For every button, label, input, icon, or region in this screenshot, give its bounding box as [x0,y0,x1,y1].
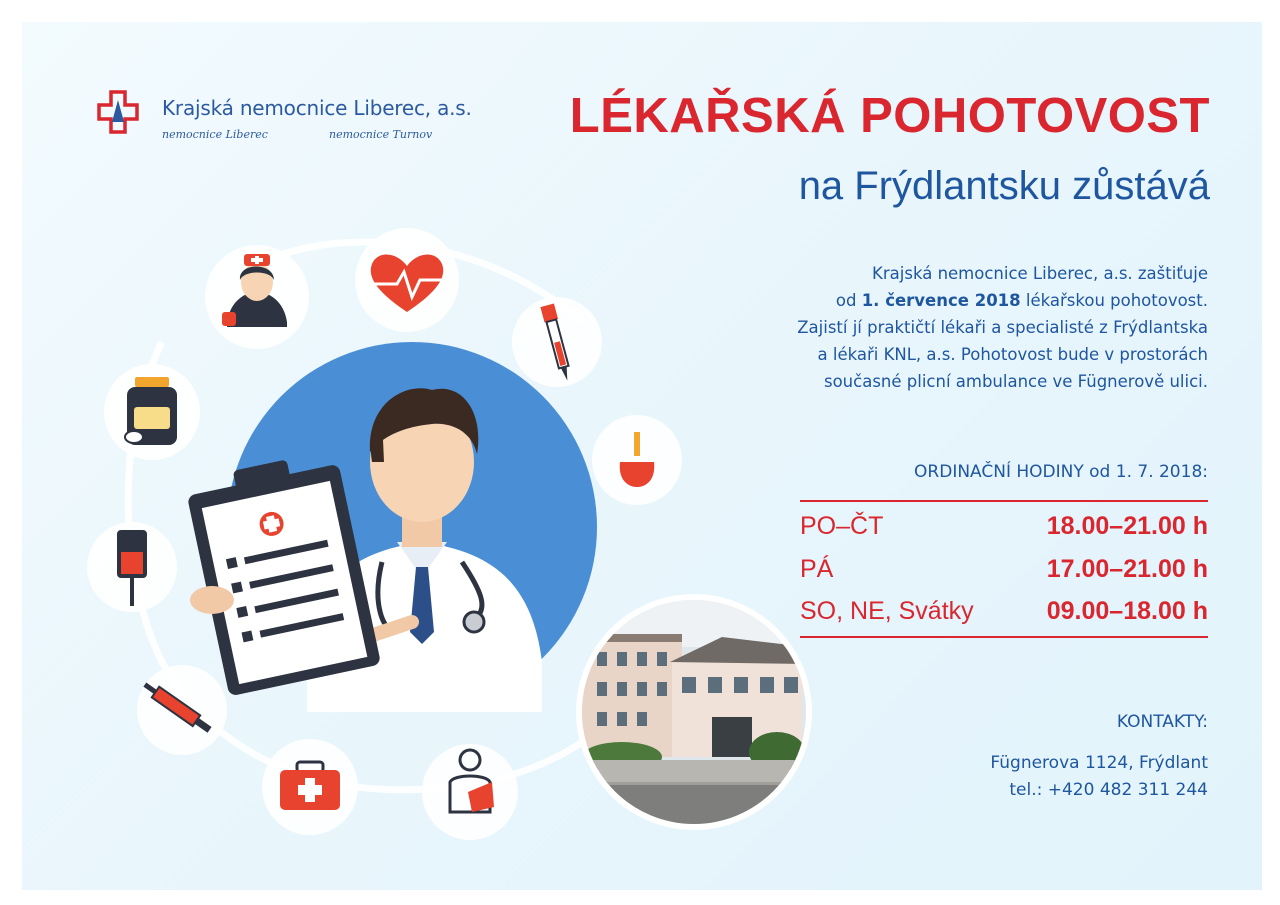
opening-hours-heading: ORDINAČNÍ HODINY od 1. 7. 2018: [914,462,1208,482]
hours-row [800,512,1208,544]
hours-time: 17.00–21.00 h [1046,555,1208,583]
red-cross-icon [97,90,139,134]
nurse-icon [205,245,309,349]
page-subtitle: na Frýdlantsku zůstává [798,164,1210,208]
intro-paragraph [688,260,1208,395]
intro-line: Krajská nemocnice Liberec, a.s. zaštiťuje [872,264,1208,283]
flask-icon [592,415,682,505]
logo-sub-turnov: nemocnice Turnov [329,128,433,141]
hours-divider-bottom [800,636,1208,638]
hours-day: PÁ [800,555,834,583]
hours-time: 09.00–18.00 h [1046,597,1208,625]
hours-day: SO, NE, Svátky [800,597,974,625]
pill-bottle-icon [104,364,200,460]
hours-divider-top [800,500,1208,502]
intro-line: od 1. července 2018 lékařskou pohotovost. [835,291,1208,310]
syringe-icon [137,665,227,755]
contacts-heading: KONTAKTY: [1116,712,1208,732]
first-aid-kit-icon [262,739,358,835]
logo-sub-liberec: nemocnice Liberec [162,128,268,141]
contacts-block [990,750,1208,804]
intro-date: 1. července 2018 [861,291,1021,310]
logo-name: Krajská nemocnice Liberec, a.s. [162,96,472,120]
hours-row [800,597,1208,629]
intro-line: Zajistí jí praktičtí lékaři a specialisté z Frýdlantska [797,318,1208,337]
hours-day: PO–ČT [800,512,884,540]
hospital-logo [97,90,477,150]
hospital-building-photo [576,594,817,832]
contact-phone: tel.: +420 482 311 244 [1009,780,1208,800]
intro-line: současné plicní ambulance ve Fügnerově ulici. [823,372,1208,391]
iv-bag-icon [87,522,177,612]
contact-address: Fügnerova 1124, Frýdlant [990,753,1208,773]
injured-patient-icon [422,744,518,840]
poster [22,22,1262,890]
heart-rate-icon [355,228,459,332]
hours-time: 18.00–21.00 h [1046,512,1208,540]
intro-line: a lékaři KNL, a.s. Pohotovost bude v prostorách [817,345,1208,364]
dropper-icon [512,297,602,387]
hours-row [800,555,1208,587]
page-title: LÉKAŘSKÁ POHOTOVOST [569,89,1210,143]
